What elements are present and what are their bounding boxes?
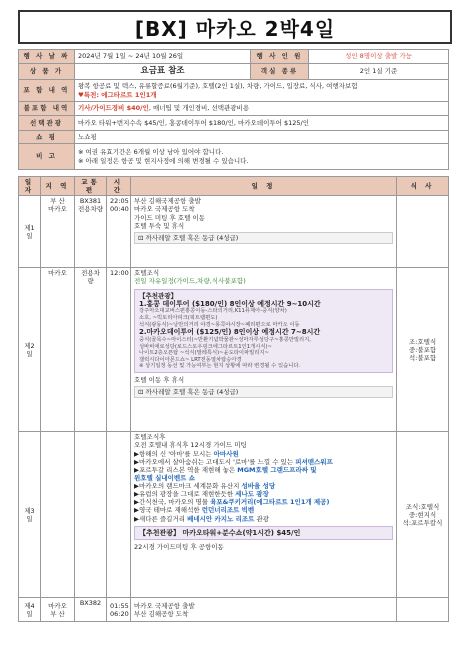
bullet-text: 관광	[254, 514, 270, 523]
include-value: 왕복 항공료 및 텍스, 유류할증료(6월기준), 호텔(2인 1실), 차량, 가이드, 입장료, 식사, 여행자보험	[78, 82, 358, 91]
day1-vehicle: 전용차량	[78, 205, 104, 214]
day3-item: 오전 호텔내 휴식후 12시경 가이드 미팅	[134, 441, 247, 450]
header-itinerary: 일 정	[131, 177, 397, 196]
day4-time-arrive: 06:20	[110, 609, 129, 618]
bullet-highlight: 육포&쿠키거리(에그타르트 1인1개 제공)	[210, 498, 330, 507]
day2-item: 전일 자유일정(가이드,차량,식사불포함)	[134, 277, 246, 286]
day1-meal	[397, 196, 449, 268]
price-label: 상 품 가	[19, 64, 75, 80]
note-cell	[75, 144, 449, 170]
people-label: 행 사 인 원	[251, 50, 309, 64]
day2-opt2-line: 성바비에로성당(로드스토우핑크에그타르트1인1개시식)~	[139, 343, 272, 350]
day2-opt1-line: 소호, ~빅토리아피크(픽트램편도)	[139, 314, 218, 321]
period-value: 2024년 7월 1일 ~ 24년 10월 26일	[75, 50, 251, 64]
day4-time-depart: 01:55	[110, 601, 129, 610]
day3-item: 호텔조식후	[134, 433, 166, 442]
header-time: 시 간	[107, 177, 131, 196]
note-2: ※ 아래 일정은 항공 및 현지사정에 의해 변경될 수 있습니다.	[78, 156, 249, 165]
day3-meal-dinner: 석:포르투칼식	[402, 518, 443, 527]
day2-hotel-name: 까사레알 호텔 혹은 동급 (4성급)	[145, 388, 239, 397]
shopping-label: 쇼 핑	[19, 131, 75, 144]
day1-region-from: 부 산	[50, 197, 65, 206]
day3-optional: 【추천관광】 마카오타워+분수쇼(약1시간) $45/인	[134, 526, 393, 541]
day3-meal	[397, 432, 449, 598]
shopping-value: 노쇼핑	[75, 131, 449, 144]
people-value: 성인 8명이상 출발 가능	[309, 50, 449, 64]
bullet-highlight: 피셔맨스워프	[295, 457, 333, 466]
bullet-text: ▶간식천국, 마카오의 명물	[134, 498, 211, 507]
day3-bullet	[134, 466, 393, 474]
day1-item: 마카오 국제공항 도착	[134, 205, 195, 214]
day1-time-depart: 22:05	[110, 197, 129, 206]
day4-region-to: 부 산	[50, 609, 65, 618]
day4-transport: BX382	[75, 598, 107, 622]
hotel-icon: ⊡	[138, 388, 146, 397]
include-cell	[75, 80, 449, 102]
day1-hotel	[134, 232, 393, 244]
day1-time	[107, 196, 131, 268]
bullet-highlight: 윈호텔 실내이벤트 쇼	[134, 473, 196, 482]
day2-opt1-line: 강주마오대교버스편홍콩이동-스타의거리,K11뮤제아-중식(양차)	[139, 308, 287, 315]
bullet-highlight: 베네시안 카지노 리조트	[187, 514, 255, 523]
day3-itinerary	[131, 432, 397, 598]
header-meal: 식 사	[397, 177, 449, 196]
day1-region	[41, 196, 75, 268]
day2-transport: 전용차량	[75, 268, 107, 432]
day4-region-from: 마카오	[48, 601, 67, 610]
bullet-highlight: 세나도 광장	[235, 490, 269, 499]
day1-time-arrive: 00:40	[110, 205, 129, 214]
day2-opt2-line: 갤럭시다이아몬드쇼~ LRT전동열차탑승아경	[139, 356, 242, 363]
day4-label: 제4일	[19, 598, 41, 622]
optional-label: 선택관광	[19, 116, 75, 131]
day4-row	[19, 598, 449, 622]
optional-value: 마카오 타워+번지수속 $45/인, 홍콩데이투어 $180/인, 마카오데이투어 $125/인	[75, 116, 449, 131]
header-transport: 교통편	[75, 177, 107, 196]
day2-meal-dinner: 석:불포함	[408, 353, 437, 362]
day2-row	[19, 268, 449, 432]
day3-bullet	[134, 450, 393, 458]
day1-transport	[75, 196, 107, 268]
day2-optional-box	[134, 289, 393, 374]
bullet-highlight: 런던너리조트 빅벤	[201, 506, 255, 515]
schedule-table	[18, 176, 449, 622]
day2-itinerary	[131, 268, 397, 432]
page-title: [BX] 마카오 2박4일	[18, 10, 452, 44]
day3-after: 22시경 가이드미팅 후 공항이동	[134, 543, 224, 552]
hotel-icon: ⊡	[138, 233, 146, 242]
day1-item: 호텔 투숙 및 휴식	[134, 221, 185, 230]
day1-label: 제1일	[19, 196, 41, 268]
exclude-label: 불포함 내역	[19, 102, 75, 116]
day3-bullet	[134, 506, 393, 514]
day2-box-title: 【추천관광】	[139, 291, 178, 300]
day2-after: 호텔 이동 후 휴식	[134, 376, 185, 384]
period-label: 행 사 날 짜	[19, 50, 75, 64]
exclude-cell	[75, 102, 449, 116]
day2-meal	[397, 268, 449, 432]
note-1: ※ 여권 유효기간은 6개월 이상 남아 있어야 합니다.	[78, 148, 224, 157]
day2-time: 12:00	[107, 268, 131, 432]
day4-itinerary	[131, 598, 397, 622]
day3-label: 제3일	[19, 432, 41, 598]
day3-time	[107, 432, 131, 598]
day3-bullet	[134, 458, 393, 466]
bullet-text: ▶마카오의 랜드마크 세계문화 유산지	[134, 482, 242, 490]
day1-hotel-name: 까사레알 호텔 혹은 동급 (4성급)	[145, 233, 239, 242]
exclude-rest: , 매너팁 및 개인경비, 선택관광비용	[148, 104, 250, 113]
day4-item: 부산 김해공항 도착	[134, 609, 189, 618]
exclude-fee: 기사/가이드경비 $40/인	[78, 104, 149, 113]
day3-bullet	[134, 474, 393, 482]
day3-transport	[75, 432, 107, 598]
day4-meal	[397, 598, 449, 622]
header-day: 일 자	[19, 177, 41, 196]
note-label: 비 고	[19, 144, 75, 170]
day1-row	[19, 196, 449, 268]
day2-hotel	[134, 386, 393, 398]
day1-flight: BX381	[79, 197, 102, 206]
day1-itinerary	[131, 196, 397, 268]
day4-region	[41, 598, 75, 622]
include-label: 포 함 내 역	[19, 80, 75, 102]
day2-item: 호텔조식	[134, 269, 160, 278]
bullet-text: ▶항해의 신 '아마'를 모시는	[134, 449, 214, 458]
day3-meal-lunch: 중:현지식	[408, 510, 437, 519]
price-value: 요금표 참조	[75, 64, 251, 80]
bullet-text: ▶영국 테마로 재해석한	[134, 506, 202, 515]
day3-meal-breakfast: 조식:호텔식	[405, 502, 440, 511]
day3-bullet	[134, 482, 393, 490]
day1-item: 부산 김해국제공항 출발	[134, 197, 201, 206]
include-special: ♥특전: 에그타르트 1인1개	[78, 90, 157, 99]
room-label: 객실 종류	[251, 64, 309, 80]
room-value: 2인 1실 기준	[309, 64, 449, 80]
bullet-text: ▶마카오에서 살아숨쉬는 고대도시 '로마'를 느낄 수 있는	[134, 457, 296, 466]
day2-region: 마카오	[41, 268, 75, 432]
day2-meal-lunch: 중:불포함	[408, 345, 437, 354]
day3-row	[19, 432, 449, 598]
bullet-text: ▶포르투갈 리스본 역을 재현해 놓은	[134, 465, 238, 474]
day4-item: 마카오 국제공항 출발	[134, 601, 195, 610]
day2-box-note: ※ 상기일정 동선 및 가능여부는 현지 상황에 따라 변경될 수 있습니다.	[139, 363, 301, 370]
bullet-text: ▶새다른 즐길거리	[134, 514, 188, 523]
day2-opt2-line: 나이트2층오픈탑 ~석식(말레특식)~윤도타이파빌리지~	[139, 350, 269, 357]
day2-opt1-title: 1.홍콩 데이투어 ($180/인) 8인이상 예정시간 9~10시간	[139, 299, 321, 308]
day2-opt2-line: 중식(골목수~마이스터)~반환기념박물관~성마자루성당구~홍콩만빌리지,	[139, 336, 311, 343]
bullet-highlight: 아마사원	[213, 449, 239, 458]
bullet-highlight: 성바울 성당	[241, 482, 276, 490]
bullet-text: ▶유럽의 광장을 그대로 재현한듯한	[134, 490, 236, 499]
bullet-highlight: MGM호텔 그랜드프라싸 및	[237, 465, 317, 474]
header-region: 지 역	[41, 177, 75, 196]
day1-item: 가이드 미팅 후 호텔 이동	[134, 213, 206, 222]
day2-opt1-line: 석식(광동식)~낭만의거리 야경~몽콕야시장~페리편으로 마카오 이동	[139, 321, 300, 328]
tour-info-table	[18, 49, 449, 170]
schedule-header-row	[19, 177, 449, 196]
day3-region	[41, 432, 75, 598]
day2-label: 제2일	[19, 268, 41, 432]
day1-region-to: 마카오	[48, 205, 67, 214]
day4-time	[107, 598, 131, 622]
day2-meal-breakfast: 조:호텔식	[408, 337, 437, 346]
day2-opt2-title: 2.마카오데이투어 ($125/인) 8인이상 예정시간 7~8시간	[139, 328, 321, 337]
day3-bullet	[134, 515, 393, 523]
